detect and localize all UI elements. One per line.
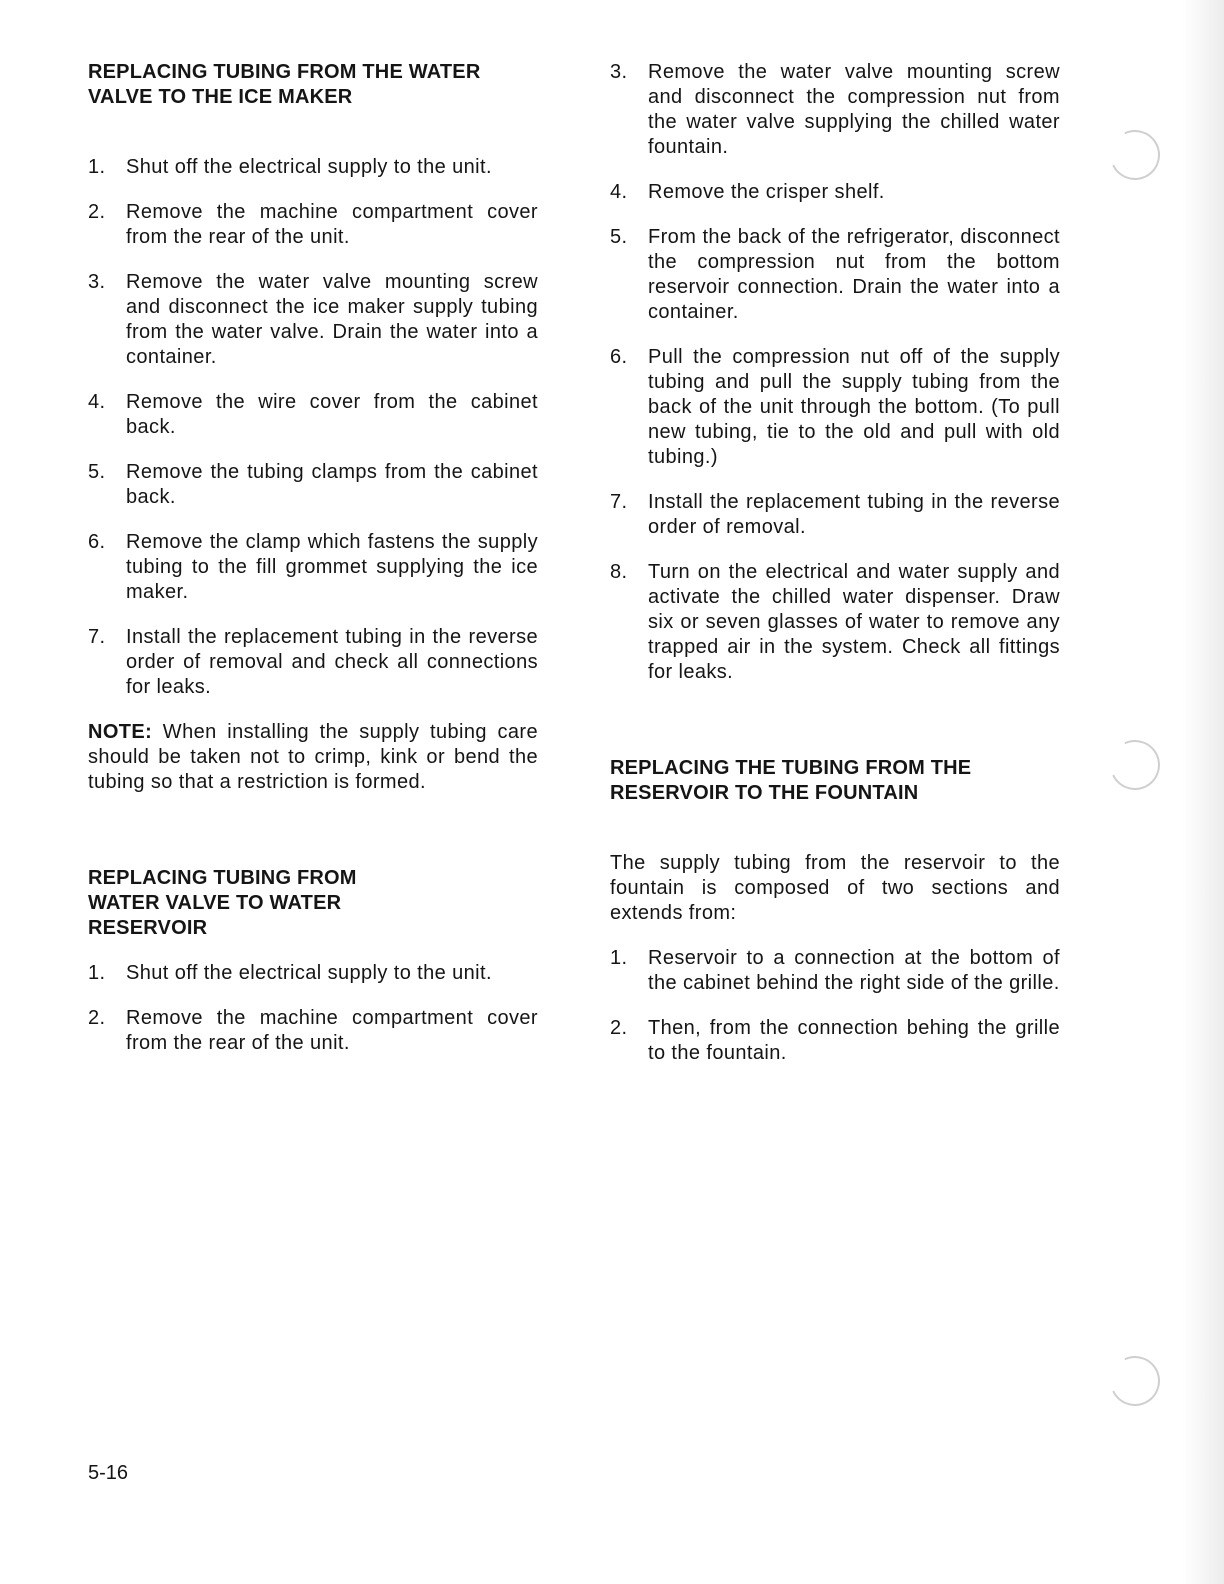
list-item: 2. Then, from the connection behing the grille to the fountain. bbox=[610, 1017, 1060, 1064]
page-number: 5-16 bbox=[88, 1462, 129, 1484]
list-item: 2. Remove the machine compartment cover from the rear of the unit. bbox=[88, 201, 538, 248]
list-item: 8. Turn on the electrical and water supply and activate the chilled water dispenser. Draw six or seven glasses of water to remove any trapped air in the system. Check all fittings for leaks. bbox=[610, 561, 1060, 683]
section-heading-valve-to-icemaker: REPLACING TUBING FROM THE WATER VALVE TO THE ICE MAKER bbox=[88, 61, 481, 108]
list-item: 3. Remove the water valve mounting screw and disconnect the ice maker supply tubing from the water valve. Drain the water into a container. bbox=[88, 271, 538, 368]
note-paragraph: NOTE: When installing the supply tubing care should be taken not to crimp, kink or bend the tubing so that a restriction is formed. bbox=[88, 721, 538, 793]
list-item: 5. From the back of the refrigerator, disconnect the compression nut from the bottom reservoir connection. Drain the water into a container. bbox=[610, 226, 1060, 323]
list-item: 1. Reservoir to a connection at the bottom of the cabinet behind the right side of the grille. bbox=[610, 947, 1060, 994]
list-item: 7. Install the replacement tubing in the reverse order of removal. bbox=[610, 491, 1060, 538]
note-label: NOTE: bbox=[88, 721, 153, 743]
steps-list-valve-to-icemaker bbox=[88, 155, 538, 700]
right-column bbox=[610, 60, 1060, 1066]
steps-list-reservoir-to-fountain bbox=[610, 946, 1060, 1066]
list-item: 7. Install the replacement tubing in the reverse order of removal and check all connections for leaks. bbox=[88, 626, 538, 698]
steps-list-valve-to-reservoir-continued bbox=[610, 60, 1060, 685]
list-item: 6. Remove the clamp which fastens the supply tubing to the fill grommet supplying the ice maker. bbox=[88, 531, 538, 603]
section-heading-reservoir-to-fountain: REPLACING THE TUBING FROM THE RESERVOIR TO THE FOUNTAIN bbox=[610, 757, 972, 804]
binder-hole-bottom bbox=[1103, 1349, 1167, 1413]
list-item: 3. Remove the water valve mounting screw and disconnect the compression nut from the water valve supplying the chilled water fountain. bbox=[610, 61, 1060, 158]
list-item: 4. Remove the wire cover from the cabinet back. bbox=[88, 391, 538, 438]
section-heading-valve-to-reservoir: REPLACING TUBING FROM WATER VALVE TO WATER RESERVOIR bbox=[88, 867, 357, 939]
list-item: 1. Shut off the electrical supply to the unit. bbox=[88, 156, 492, 178]
page-edge-shadow bbox=[1182, 0, 1224, 1584]
binder-hole-top bbox=[1103, 123, 1167, 187]
left-column bbox=[88, 60, 538, 1056]
list-item: 2. Remove the machine compartment cover from the rear of the unit. bbox=[88, 1007, 538, 1054]
list-item: 6. Pull the compression nut off of the supply tubing and pull the supply tubing from the back of the unit through the bottom. (To pull new tubing, tie to the old and pull with old tubing.) bbox=[610, 346, 1060, 468]
list-item: 5. Remove the tubing clamps from the cabinet back. bbox=[88, 461, 538, 508]
binder-hole-middle bbox=[1103, 733, 1167, 797]
list-item: 1. Shut off the electrical supply to the unit. bbox=[88, 962, 492, 984]
steps-list-valve-to-reservoir bbox=[88, 961, 538, 1056]
list-item: 4. Remove the crisper shelf. bbox=[610, 181, 885, 203]
intro-paragraph: The supply tubing from the reservoir to the fountain is composed of two sections and extends from: bbox=[610, 852, 1060, 924]
